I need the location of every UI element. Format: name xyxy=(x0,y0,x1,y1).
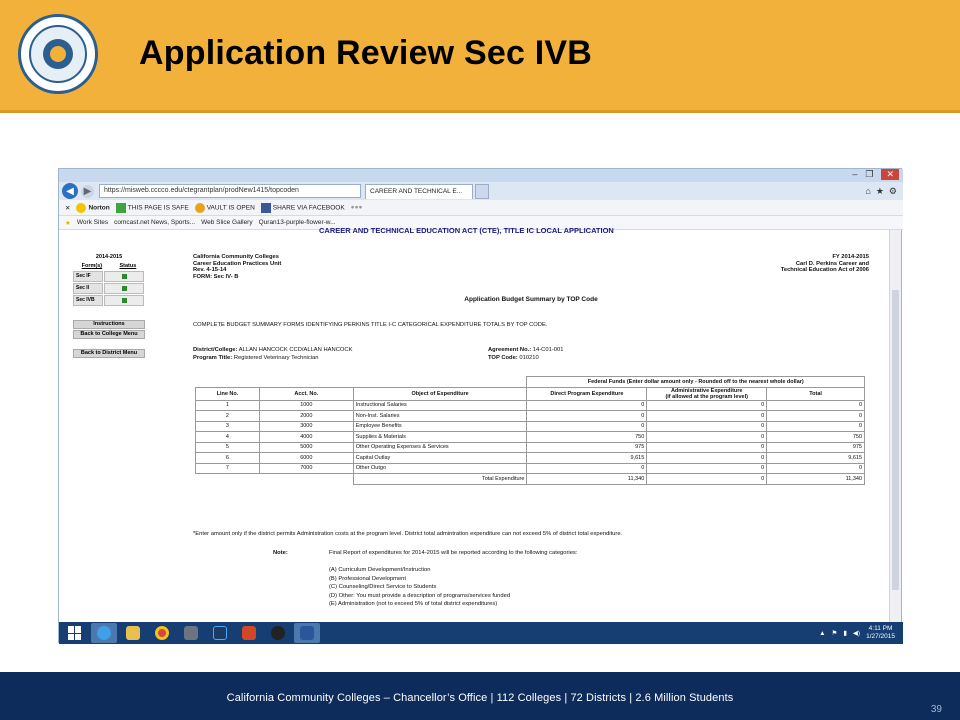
object-cell: Other Operating Expenses & Services xyxy=(353,442,527,453)
object-cell: Non-Inst. Salaries xyxy=(353,411,527,422)
line-cell: 6 xyxy=(196,453,260,464)
chrome-icon xyxy=(155,626,169,640)
object-cell: Employee Benefits xyxy=(353,421,527,432)
table-row xyxy=(196,411,865,422)
instructions-text: COMPLETE BUDGET SUMMARY FORMS IDENTIFYING PERKINS TITLE I-C CATEGORICAL EXPENDITURE TOTALS BY TOP CODE. xyxy=(193,322,548,328)
line-cell: 1 xyxy=(196,400,260,411)
top-code-field: TOP Code: 010210 xyxy=(488,355,539,361)
line-cell: 7 xyxy=(196,463,260,474)
budget-table xyxy=(195,376,865,485)
start-button[interactable] xyxy=(62,623,88,643)
act-line2: Technical Education Act of 2006 xyxy=(780,267,869,274)
vault-lock-icon xyxy=(195,203,205,213)
close-icon[interactable]: ✕ xyxy=(881,169,899,180)
col-line-no: Line No. xyxy=(196,387,260,400)
direct-input[interactable]: 975 xyxy=(527,442,647,453)
word-icon xyxy=(300,626,314,640)
taskbar-app[interactable] xyxy=(178,623,204,643)
summary-title: Application Budget Summary by TOP Code xyxy=(464,296,598,303)
col-admin-line1: Administrative Expenditure xyxy=(670,387,743,394)
form-header-right xyxy=(781,254,869,274)
total-cell: 0 xyxy=(767,411,865,422)
restore-icon[interactable]: ❐ xyxy=(865,169,874,179)
taskbar-photoshop[interactable] xyxy=(207,623,233,643)
status-complete-icon xyxy=(122,286,127,291)
vertical-scrollbar[interactable] xyxy=(889,230,901,622)
status-cell xyxy=(104,295,144,306)
table-row xyxy=(196,400,865,411)
slide-title: Application Review Sec IVB xyxy=(139,34,592,72)
nav-year: 2014-2015 xyxy=(95,254,123,260)
list-item: (E) Administration (not to exceed 5% of total district expenditures) xyxy=(329,601,498,607)
table-group-header xyxy=(196,377,865,388)
media-icon xyxy=(271,626,285,640)
program-field: Program Title: Registered Veterinary Technician xyxy=(193,355,319,361)
windows-logo-icon xyxy=(68,626,82,640)
agreement-field: Agreement No.: 14-C01-001 xyxy=(488,347,564,353)
header-band xyxy=(0,0,960,113)
taskbar-powerpoint[interactable] xyxy=(236,623,262,643)
total-direct: 11,340 xyxy=(527,474,647,485)
blank-cell xyxy=(196,377,527,388)
taskbar-explorer[interactable] xyxy=(120,623,146,643)
windows-taskbar xyxy=(59,622,903,644)
status-cell xyxy=(104,283,144,294)
back-arrow-icon[interactable]: ◀ xyxy=(62,183,78,199)
minimize-icon[interactable]: – xyxy=(852,169,858,179)
folder-icon xyxy=(126,626,140,640)
nav-form-label[interactable]: Sec IF xyxy=(73,271,103,282)
form-header xyxy=(193,254,869,284)
home-icon[interactable]: ⌂ xyxy=(865,185,871,196)
seal-ring xyxy=(29,25,87,83)
nav-form-label[interactable]: Sec II xyxy=(73,283,103,294)
list-item: (A) Curriculum Development/Instruction xyxy=(329,567,431,573)
seal-center xyxy=(43,39,73,69)
table-column-header xyxy=(196,387,865,400)
favorites-star-icon[interactable]: ★ xyxy=(875,185,884,196)
admin-input[interactable]: 0 xyxy=(647,400,767,411)
direct-input[interactable]: 0 xyxy=(527,421,647,432)
direct-input[interactable]: 0 xyxy=(527,463,647,474)
clock-time: 4:11 PM xyxy=(868,625,893,632)
acct-cell: 2000 xyxy=(259,411,353,422)
object-cell: Supplies & Materials xyxy=(353,432,527,443)
revision: Rev. 4-15-14 xyxy=(193,267,227,274)
acct-cell: 6000 xyxy=(259,453,353,464)
new-tab-button[interactable] xyxy=(475,184,489,199)
window-controls xyxy=(852,169,899,180)
fiscal-year: FY 2014-2015 xyxy=(832,254,869,260)
favorites-star-small-icon[interactable]: ★ xyxy=(65,219,71,227)
taskbar-word[interactable] xyxy=(294,623,320,643)
district-field: District/College: ALLAN HANCOCK CCD/ALLAN HANCOCK xyxy=(193,347,353,353)
admin-input[interactable]: 0 xyxy=(647,442,767,453)
line-cell: 5 xyxy=(196,442,260,453)
total-cell: 0 xyxy=(767,400,865,411)
more-dots-icon[interactable]: ●●● xyxy=(350,204,363,211)
fav-quran[interactable]: Quran13-purple-flower-w... xyxy=(258,219,336,226)
note-label: Note: xyxy=(273,550,288,556)
form-header-left xyxy=(193,254,281,280)
browser-icons xyxy=(865,186,897,197)
fav-comcast[interactable]: comcast.net News, Sports... xyxy=(114,219,196,226)
clock-date: 1/27/2015 xyxy=(866,633,895,640)
line-cell: 4 xyxy=(196,432,260,443)
line-cell: 3 xyxy=(196,421,260,432)
col-admin-line2: (if allowed at the program level) xyxy=(665,393,748,400)
line-cell: 2 xyxy=(196,411,260,422)
facebook-icon xyxy=(261,203,271,213)
toolbar-close-icon[interactable]: ✕ xyxy=(65,204,71,212)
forms-header: Form(s) xyxy=(81,263,103,269)
federal-funds-header: Federal Funds (Enter dollar amount only - Rounded off to the nearest whole dollar) xyxy=(527,377,865,388)
unit-name: Career Education Practices Unit xyxy=(193,260,282,267)
window-titlebar xyxy=(59,169,903,182)
settings-gear-icon[interactable]: ⚙ xyxy=(888,185,897,196)
clock[interactable] xyxy=(866,625,895,641)
total-cell: 975 xyxy=(767,442,865,453)
system-tray xyxy=(819,625,895,641)
footer-band xyxy=(0,672,960,720)
forward-arrow-icon[interactable]: ▶ xyxy=(81,185,94,198)
browser-tab[interactable]: CAREER AND TECHNICAL E... xyxy=(365,184,473,199)
grand-total: 11,340 xyxy=(767,474,865,485)
nav-row-sec-ii[interactable] xyxy=(73,283,145,294)
tool-icon xyxy=(184,626,198,640)
tray-arrow-icon[interactable]: ▲ xyxy=(819,629,826,637)
back-to-district-button[interactable]: Back to District Menu xyxy=(73,349,145,358)
college-seal-icon xyxy=(18,14,98,94)
acct-cell: 7000 xyxy=(259,463,353,474)
acct-cell: 4000 xyxy=(259,432,353,443)
col-total: Total xyxy=(767,387,865,400)
direct-input[interactable]: 750 xyxy=(527,432,647,443)
direct-input[interactable]: 0 xyxy=(527,411,647,422)
taskbar-ie[interactable] xyxy=(91,623,117,643)
footnote: *Enter amount only if the district permits Administration costs at the program level. District total admintration expenditure can not exceed 5% of district total expenditure. xyxy=(193,531,623,537)
norton-button[interactable]: Norton xyxy=(76,203,109,213)
admin-input[interactable]: 0 xyxy=(647,453,767,464)
volume-icon[interactable]: ◀) xyxy=(852,630,861,637)
col-admin xyxy=(647,387,767,400)
footer-text: California Community Colleges – Chancellor’s Office | 112 Colleges | 72 Districts | 2.6 Million Students xyxy=(226,692,734,704)
direct-input[interactable]: 9,615 xyxy=(527,453,647,464)
norton-check-icon xyxy=(76,203,86,213)
form-nav xyxy=(73,254,145,358)
page-number: 39 xyxy=(930,704,942,715)
category-list xyxy=(329,566,510,609)
object-cell: Instructional Salaries xyxy=(353,400,527,411)
col-object: Object of Expenditure xyxy=(353,387,527,400)
nav-form-label[interactable]: Sec IVB xyxy=(73,295,103,306)
total-cell: 0 xyxy=(767,421,865,432)
note-text: Final Report of expenditures for 2014-2015 will be reported according to the following categories: xyxy=(329,550,578,556)
list-item: (C) Counseling/Direct Service to Students xyxy=(329,584,437,590)
admin-input[interactable]: 0 xyxy=(647,463,767,474)
fav-web-slice[interactable]: Web Slice Gallery xyxy=(201,219,253,226)
admin-input[interactable]: 0 xyxy=(647,432,767,443)
vault-indicator[interactable]: VAULT IS OPEN xyxy=(195,203,255,213)
act-line1: Carl D. Perkins Career and xyxy=(795,260,869,267)
instructions-button[interactable]: Instructions xyxy=(73,320,145,329)
powerpoint-icon xyxy=(242,626,256,640)
total-label: Total Expenditure xyxy=(353,474,527,485)
col-acct-no: Acct. No. xyxy=(259,387,353,400)
nav-row-sec-ivb[interactable] xyxy=(73,295,145,306)
safe-indicator[interactable]: THIS PAGE IS SAFE xyxy=(116,203,189,213)
table-total-row xyxy=(196,474,865,485)
page-content xyxy=(59,226,891,622)
safe-check-icon xyxy=(116,203,126,213)
total-cell: 9,615 xyxy=(767,453,865,464)
table-row xyxy=(196,432,865,443)
fav-work-sites[interactable]: Work Sites xyxy=(76,219,109,226)
nav-header xyxy=(73,263,145,269)
nav-row-sec-if[interactable] xyxy=(73,271,145,282)
total-cell: 750 xyxy=(767,432,865,443)
table-row xyxy=(196,442,865,453)
total-cell: 0 xyxy=(767,463,865,474)
facebook-share[interactable]: SHARE VIA FACEBOOK xyxy=(261,203,345,213)
status-complete-icon xyxy=(122,298,127,303)
list-item: (B) Professional Development xyxy=(329,575,407,582)
acct-cell: 5000 xyxy=(259,442,353,453)
admin-input[interactable]: 0 xyxy=(647,421,767,432)
table-row xyxy=(196,421,865,432)
org-name: California Community Colleges xyxy=(193,254,279,260)
acct-cell: 1000 xyxy=(259,400,353,411)
taskbar-media[interactable] xyxy=(265,623,291,643)
direct-input[interactable]: 0 xyxy=(527,400,647,411)
status-cell xyxy=(104,271,144,282)
back-to-college-button[interactable]: Back to College Menu xyxy=(73,330,145,339)
blank-cell xyxy=(196,474,354,485)
cut-off-heading: CAREER AND TECHNICAL EDUCATION ACT (CTE), TITLE IC LOCAL APPLICATION xyxy=(319,226,614,235)
seal-sun-icon xyxy=(50,46,66,62)
scroll-thumb[interactable] xyxy=(892,290,899,590)
table-row xyxy=(196,463,865,474)
acct-cell: 3000 xyxy=(259,421,353,432)
internet-explorer-icon xyxy=(97,626,111,640)
taskbar-chrome[interactable] xyxy=(149,623,175,643)
address-row xyxy=(59,182,903,200)
col-direct: Direct Program Expenditure xyxy=(527,387,647,400)
form-id: FORM: Sec IV- B xyxy=(193,273,239,280)
table-row xyxy=(196,453,865,464)
list-item: (D) Other: You must provide a description of programs/services funded xyxy=(329,592,511,599)
object-cell: Other Outgo xyxy=(353,463,527,474)
address-bar[interactable]: https://misweb.cccco.edu/ctegrantplan/prodNew1415/topcoden xyxy=(99,184,361,198)
browser-screenshot xyxy=(58,168,902,643)
status-header: Status xyxy=(119,263,137,269)
network-icon[interactable]: ▮ xyxy=(843,630,847,637)
admin-input[interactable]: 0 xyxy=(647,411,767,422)
budget-form xyxy=(193,254,869,607)
norton-toolbar xyxy=(59,200,903,216)
status-complete-icon xyxy=(122,274,127,279)
total-admin: 0 xyxy=(647,474,767,485)
object-cell: Capital Outlay xyxy=(353,453,527,464)
flag-icon[interactable]: ⚑ xyxy=(831,630,838,637)
photoshop-icon xyxy=(213,626,227,640)
